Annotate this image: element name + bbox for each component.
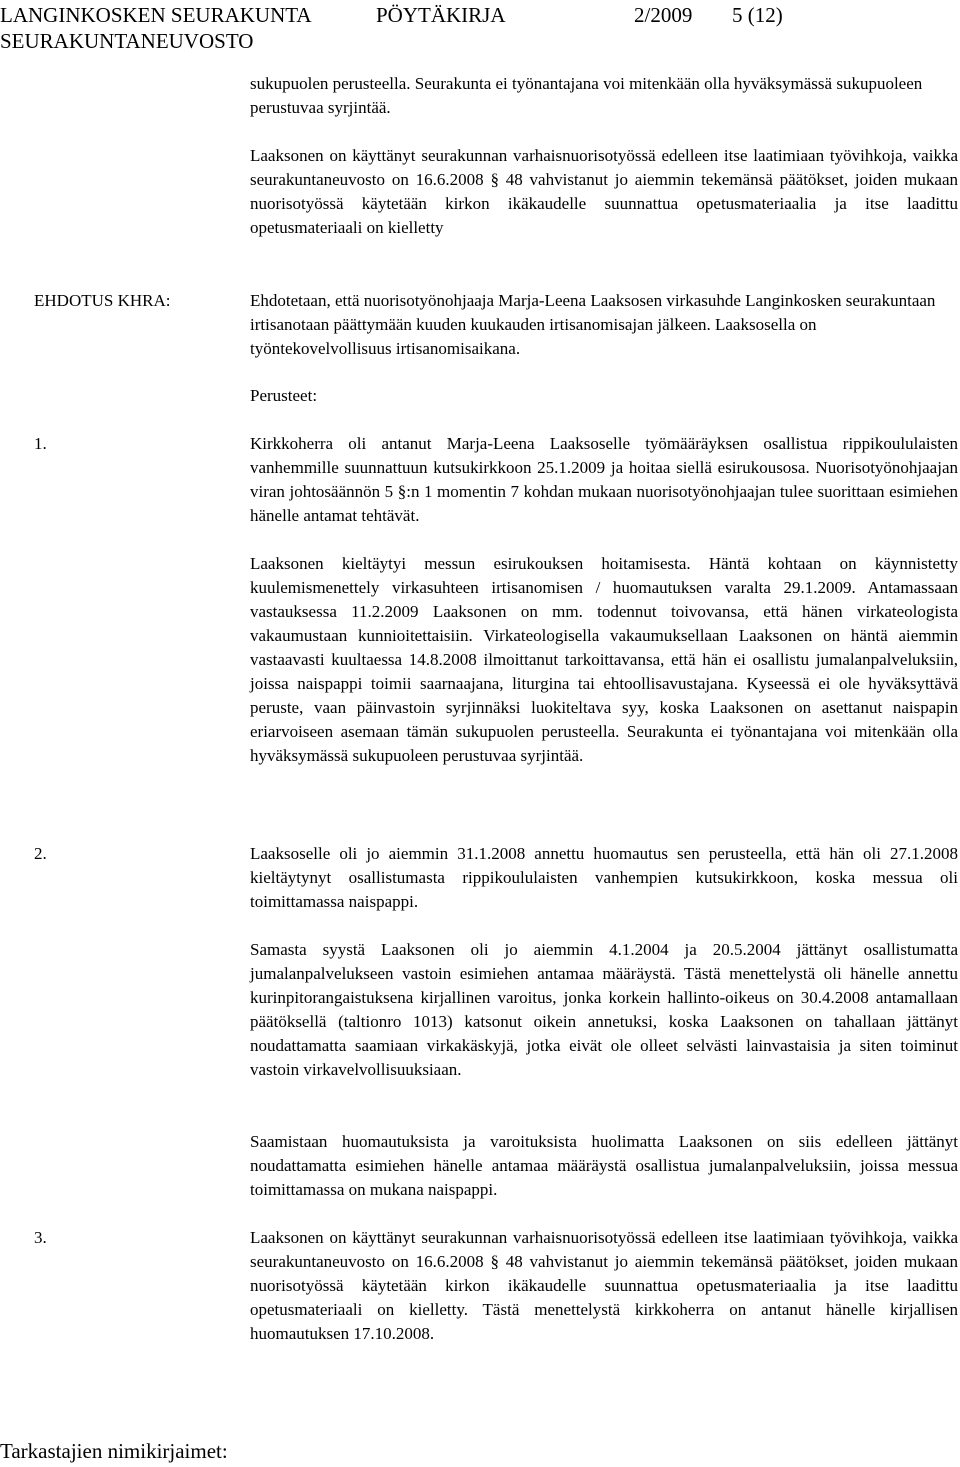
proposal-text: Ehdotetaan, että nuorisotyönohjaaja Marja-Leena Laaksosen virkasuhde Langinkosken seurakuntaan irtisanotaan päättymään kuuden kuukauden irtisanomisajan jälkeen. Laaksosella on työntekovelvollisuus irtisanomisaikana. [250, 291, 936, 358]
page-number: 5 (12) [732, 3, 783, 27]
ground-2-paragraph-1: Laaksoselle oli jo aiemmin 31.1.2008 annettu huomautus sen perusteella, että hän oli 27.1.2008 kieltäytynyt osallistumasta rippikoululaisten vanhempien kutsukirkkoon, koska messua oli toimittamassa naispappi. [250, 844, 958, 911]
document-type: PÖYTÄKIRJA [376, 3, 506, 27]
ground-1-paragraph-2: Laaksonen kieltäytyi messun esirukouksen hoitamisesta. Häntä kohtaan on käynnistetty kuulemismenettely virkasuhteen irtisanomisen / huomautuksen varalta 29.1.2009. Antamassaan vastauksessa 11.2.2009 Laaksonen on mm. todennut toivovansa, että hänen virkateologista vakaumustaan kunnioitettaisiin. Virkateologisella vakaumuksellaan Laaksonen on häntä aiemmin vastaavasti kuultaessa 14.8.2008 ilmoittanut tarkoittavansa, että hän ei osallistu jumalanpalveluksiin, joissa naispappi toimii saarnaajana, liturgina tai ehtoollisavustajana. Kyseessä ei ole hyväksyttävä peruste, vaan päinvastoin syrjinnäksi luokiteltava syy, koska Laaksonen on asettanut naispapin eriarvoiseen asemaan tämän sukupuolen perusteella. Seurakunta ei työnantajana voi mitenkään olla hyväksymässä sukupuoleen perustuvaa syrjintää. [250, 554, 958, 765]
continuation-paragraph-2: Laaksonen on käyttänyt seurakunnan varhaisnuorisotyössä edelleen itse laatimiaan työvihkoja, vaikka seurakuntaneuvosto on 16.6.2008 § 48 vahvistanut jo aiemmin tekemänsä päätökset, joiden mukaan nuorisotyössä käytetään kirkon ikäkaudelle suunnattua opetusmateriaalia ja itse laadittu opetusmateriaali on kielletty [250, 146, 958, 237]
reviewers-initials-label: Tarkastajien nimikirjaimet: [0, 1439, 228, 1463]
governing-body: SEURAKUNTANEUVOSTO [0, 29, 254, 53]
ground-3-paragraph-1: Laaksonen on käyttänyt seurakunnan varhaisnuorisotyössä edelleen itse laatimiaan työvihkoja, vaikka seurakuntaneuvosto on 16.6.2008 § 48 vahvistanut jo aiemmin tekemänsä päätökset, joiden mukaan nuorisotyössä käytetään kirkon ikäkaudelle suunnattua opetusmateriaalia ja itse laadittu opetusmateriaali on kielletty. Tästä menettelystä kirkkoherra on antanut hänelle kirjallisen huomautuksen 17.10.2008. [250, 1228, 958, 1343]
continuation-paragraph-1: sukupuolen perusteella. Seurakunta ei työnantajana voi mitenkään olla hyväksymässä sukupuoleen perustuvaa syrjintää. [250, 74, 923, 117]
proposal-label: EHDOTUS KHRA: [34, 291, 171, 310]
ground-1-paragraph-1: Kirkkoherra oli antanut Marja-Leena Laaksoselle työmääräyksen osallistua rippikoululaisten vanhemmille suunnattuun kutsukirkkoon 25.1.2009 ja hoitaa siellä esirukousosa. Nuorisotyönohjaajan viran johtosäännön 5 §:n 1 momentin 7 kohdan mukaan nuorisotyönohjaajan tulee suorittaan esimiehen hänelle antamat tehtävät. [250, 434, 958, 525]
ground-2-paragraph-3: Saamistaan huomautuksista ja varoituksista huolimatta Laaksonen on siis edelleen jättänyt noudattamatta esimiehen hänelle antamaa määräystä osallistua jumalanpalveluksiin, joissa messua toimittamassa on mukana naispappi. [250, 1132, 958, 1199]
organization-name: LANGINKOSKEN SEURAKUNTA [0, 3, 312, 27]
ground-number-2: 2. [34, 844, 47, 863]
grounds-heading: Perusteet: [250, 386, 318, 405]
ground-2-paragraph-2: Samasta syystä Laaksonen oli jo aiemmin 4.1.2004 ja 20.5.2004 jättänyt osallistumatta jumalanpalvelukseen vastoin esimiehen antamaa määräystä. Tästä menettelystä oli hänelle annettu kurinpitorangaistuksena kirjallinen varoitus, jonka korkein hallinto-oikeus on 30.4.2008 antamallaan päätöksellä (taltionro 1013) katsonut oikein annetuksi, koska Laaksonen on tahallaan jättänyt noudattamatta saamiaan virkakäskyjä, jotka eivät ole olleet selvästi lainvastaisia ja siten toiminut vastoin virkavelvollisuuksiaan. [250, 940, 958, 1079]
ground-number-1: 1. [34, 434, 47, 453]
ground-number-3: 3. [34, 1228, 47, 1247]
issue-number: 2/2009 [634, 3, 693, 27]
